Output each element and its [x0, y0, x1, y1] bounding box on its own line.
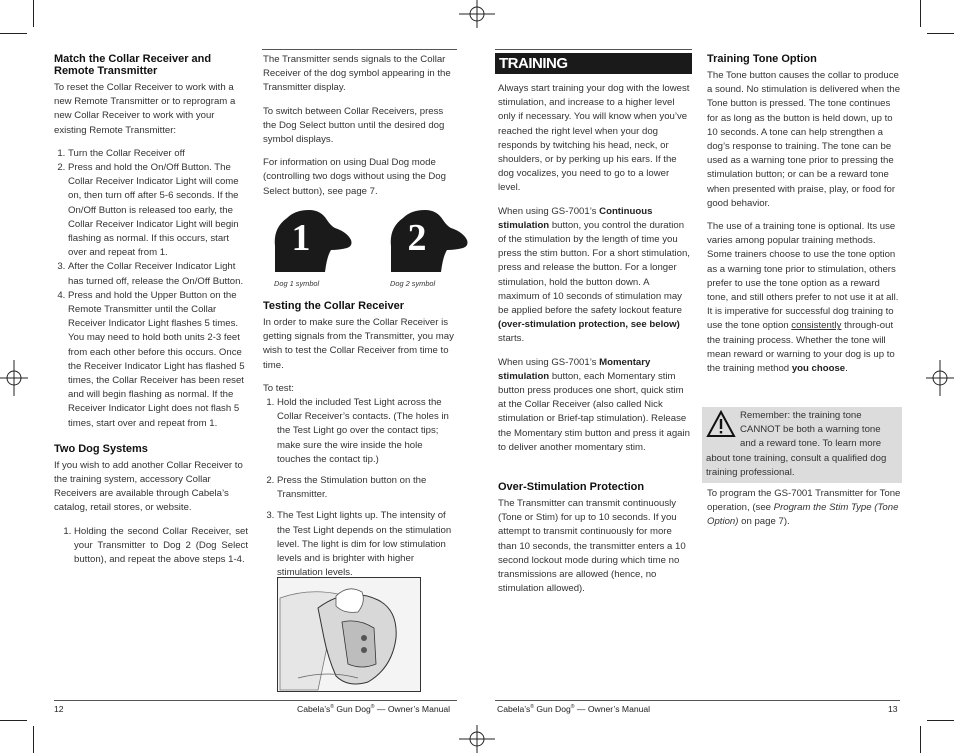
- list-item: 3. After the Collar Receiver Indicator Light has turned off, release the On/Off Button.: [68, 260, 248, 288]
- footer-rule: [54, 700, 457, 701]
- right-column-1: [498, 82, 690, 606]
- test-light-photo: [277, 577, 421, 692]
- over-stimulation-text: The Transmitter can transmit continuously (Tone or Stim) for up to 10 seconds. If you attempt to transmit continuously for more than 10 seconds, the transmitter enters a 10 second lockout mode during which time no transmissions are allowed (hence, no stimulation allowed).: [498, 498, 686, 595]
- list-item: 1. Holding the second Collar Receiver, set your Transmitter to Dog 2 (Dog Select button), and repeat the above steps 1-4.: [74, 525, 248, 568]
- registration-mark: [455, 725, 499, 753]
- list-item: 2. Press the Stimulation button on the Transmitter.: [277, 474, 457, 502]
- left-column-2: [263, 53, 457, 208]
- footer-rule: [495, 700, 900, 701]
- crop-mark: [0, 720, 27, 721]
- dog-2-symbol-icon: [381, 206, 471, 274]
- testing-intro: In order to make sure the Collar Receiver is getting signals from the Transmitter, you may wish to test the Collar Receiver from time to time.: [263, 317, 454, 371]
- manual-label: — Owner’s Manual: [576, 704, 651, 714]
- test-steps-list: [263, 396, 457, 580]
- list-item: 3. The Test Light lights up. The intensity of the Test Light depends on the stimulation level. The light is dim for low stimulation levels and is brighter with higher stimulation levels.: [277, 509, 457, 580]
- crop-mark: [927, 33, 954, 34]
- svg-text:1: 1: [291, 217, 311, 259]
- program-paragraph: To program the GS-7001 Transmitter for Tone operation, (see Program the Stim Type (Tone Option) on page 7).: [707, 488, 901, 528]
- crop-mark: [920, 726, 921, 753]
- paragraph: Always start training your dog with the lowest stimulation, and increase to a higher level only if necessary. You will know when you’ve reached the right level when your dog responds by twitching his head, neck, or shoulders, or by perking up his ears. If the dog vocalizes, you need to go to a lower level.: [498, 83, 690, 194]
- note-text: Remember: the training tone CANNOT be both a warning tone and a reward tone. To learn more about tone training, consult a qualified dog training professional.: [706, 410, 887, 478]
- paragraph: For information on using Dual Dog mode (controlling two dogs without using the Dog Select button), see page 7.: [263, 157, 446, 197]
- warning-icon: [706, 409, 736, 439]
- page-number-right: 13: [888, 704, 898, 714]
- list-item: 2. Press and hold the On/Off Button. The Collar Receiver Indicator Light will come on, then turn off after 5-6 seconds. If the On/Off Button is released too early, the Collar Receiver Indicator Light will begin flashing as normal. If this occurs, start over and repeat from 1.: [68, 161, 248, 260]
- right-column-2: [707, 53, 901, 385]
- testing-section: [263, 300, 457, 588]
- manual-label: — Owner’s Manual: [376, 704, 451, 714]
- tone-heading: Training Tone Option: [707, 53, 817, 65]
- footer-manual-title-left: Cabela’s® Gun Dog® — Owner’s Manual: [297, 704, 451, 714]
- match-intro: To reset the Collar Receiver to work with a new Remote Transmitter or to reprogram a new Collar Receiver to work with your existing Remote Transmitter:: [54, 82, 236, 136]
- training-banner: TRAINING: [495, 53, 692, 74]
- dog-1-symbol-icon: [265, 206, 355, 274]
- header-rule: [262, 49, 457, 50]
- header-rule: [495, 49, 692, 50]
- product-name: Gun Dog: [536, 704, 571, 714]
- dog-2-caption: Dog 2 symbol: [390, 279, 436, 288]
- product-name: Gun Dog: [336, 704, 371, 714]
- footer-manual-title-right: Cabela’s® Gun Dog® — Owner’s Manual: [497, 704, 651, 714]
- crop-mark: [33, 0, 34, 27]
- to-test-label: To test:: [263, 382, 294, 394]
- dog-1-caption: Dog 1 symbol: [274, 279, 320, 288]
- list-item: 4. Press and hold the Upper Button on the Remote Transmitter until the Collar Receiver Indicator Light flashes 5 times. You may need to hold both units 2-3 feet from each other before this occurs. Once the Receiver Indicator Light has flashed 5 times, the Collar Receiver has been reset and will begin flashing as normal. If the Receiver Indicator Light does not flash 5 times, start over and repeat from 1.: [68, 289, 248, 431]
- svg-text:2: 2: [407, 217, 427, 259]
- crop-mark: [33, 726, 34, 753]
- crop-mark: [920, 0, 921, 27]
- momentary-paragraph: When using GS-7001’s Momentary stimulation button, each Momentary stim button press produces one short, quick stim at the Collar Receiver (also called Nick stimulation or Brief-tap stimulation). Release the Momentary stim button and press it again to deliver another momentary stim.: [498, 356, 690, 453]
- crop-mark: [0, 33, 27, 34]
- registration-mark: [926, 356, 954, 400]
- list-item: 1. Hold the included Test Light across the Collar Receiver’s contacts. (The holes in the Test Light go over the contact tips; make sure the wire inside the hole touches the contact tip.): [277, 396, 457, 467]
- paragraph: The Transmitter sends signals to the Collar Receiver of the dog symbol appearing in the Transmitter display.: [263, 54, 451, 94]
- over-stimulation-heading: Over-Stimulation Protection: [498, 481, 645, 494]
- brand-name: Cabela’s: [297, 704, 331, 714]
- tone-paragraph-1: The Tone button causes the collar to produce a sound. No stimulation is delivered when the Tone button is pressed. The tone continues for as long as the button is held down, up to 10 seconds. A tone can help strengthen a dog’s response to training. The tone can be used as a warning tone prior to pressing the stimulation button; or can be a reward tone when presented with praise, play, or food for good behavior.: [707, 70, 901, 209]
- page-number-left: 12: [54, 704, 64, 714]
- continuous-paragraph: When using GS-7001’s Continuous stimulation button, you control the duration of the stimulation by the length of time you press the stim button. For a short stimulation, press and release the button. For a longer stimulation, hold the button down. A maximum of 10 seconds of stimulation may be applied before the safety lockout feature (over-stimulation protection, see below) starts.: [498, 205, 690, 345]
- registration-mark: [0, 356, 28, 400]
- testing-heading: Testing the Collar Receiver: [263, 300, 405, 312]
- match-heading: Match the Collar Receiver and Remote Transmitter: [54, 53, 212, 77]
- tone-paragraph-2: The use of a training tone is optional. Its use varies among popular training methods. Some trainers choose to use the tone option as a warning tone prior to stimulation, others prefer to use the tone option as a reward tone, and still others prefer to not use it at all. It is imperative for successful dog training to use the tone option consistently through-out the training process. Whether the tone will mean reward or warning to your dog is up to the training method you choose.: [707, 221, 899, 375]
- two-dog-steps-list: [54, 525, 248, 568]
- paragraph: To switch between Collar Receivers, press the Dog Select button until the desired dog symbol displays.: [263, 105, 445, 146]
- list-item: 1. Turn the Collar Receiver off: [68, 147, 248, 161]
- match-steps-list: [54, 147, 248, 431]
- reminder-note: [702, 407, 902, 483]
- two-dog-heading: Two Dog Systems: [54, 442, 148, 455]
- crop-mark: [927, 720, 954, 721]
- two-dog-text: If you wish to add another Collar Receiver to the training system, accessory Collar Receivers are available through Cabela’s catalog, retail stores, or website.: [54, 459, 243, 514]
- brand-name: Cabela’s: [497, 704, 531, 714]
- registration-mark: [455, 0, 499, 28]
- left-column-1: [54, 53, 248, 575]
